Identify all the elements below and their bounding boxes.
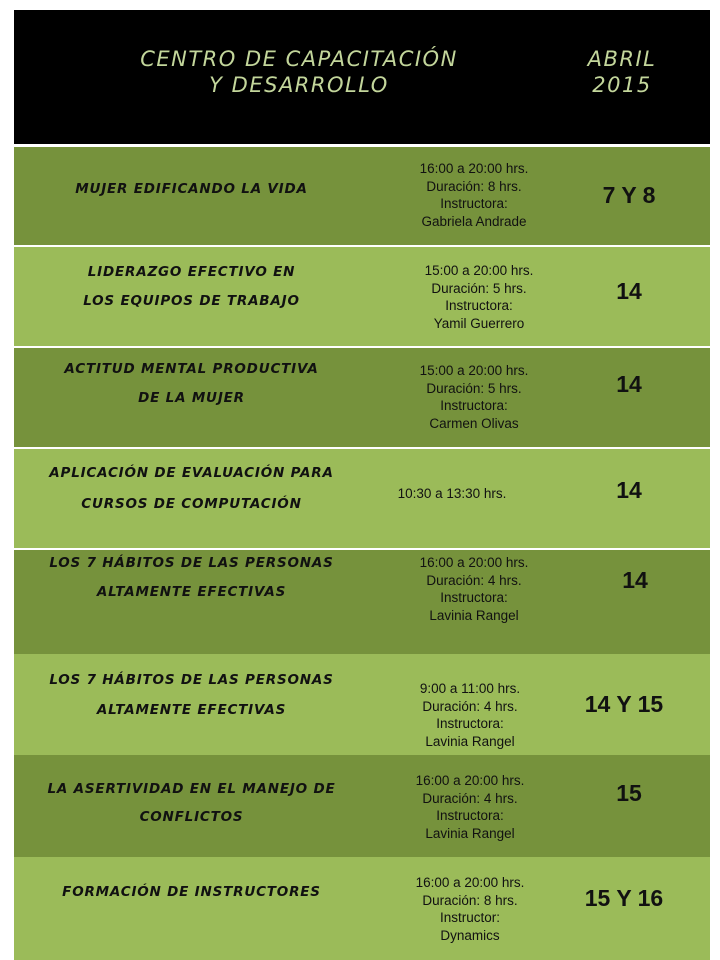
course-detail-line: Instructora: bbox=[440, 398, 508, 413]
course-name: LIDERAZGO EFECTIVO EN bbox=[87, 264, 296, 280]
course-details bbox=[372, 485, 532, 503]
course-detail-line: 10:30 a 13:30 hrs. bbox=[397, 486, 507, 501]
course-row bbox=[14, 147, 710, 245]
schedule-flyer bbox=[14, 10, 710, 960]
course-name: CURSOS DE COMPUTACIÓN bbox=[81, 496, 302, 512]
course-days: 15 bbox=[616, 780, 642, 806]
course-row bbox=[14, 550, 710, 654]
course-detail-line: Carmen Olivas bbox=[429, 415, 519, 431]
course-detail-line: Instructora: bbox=[436, 716, 504, 731]
flyer-header bbox=[14, 10, 710, 144]
center-title bbox=[114, 46, 484, 98]
course-name: ALTAMENTE EFECTIVAS bbox=[96, 584, 287, 600]
year-label: 2015 bbox=[592, 73, 652, 97]
course-days: 15 Y 16 bbox=[584, 885, 664, 911]
course-details bbox=[390, 772, 550, 842]
course-detail-line: Dynamics bbox=[440, 927, 500, 943]
course-detail-line: Duración: 8 hrs. bbox=[422, 892, 518, 908]
course-detail-line: Duración: 5 hrs. bbox=[426, 380, 522, 396]
course-detail-line: Duración: 8 hrs. bbox=[426, 178, 522, 194]
course-detail-line: Gabriela Andrade bbox=[421, 213, 527, 229]
course-name: LA ASERTIVIDAD EN EL MANEJO DE bbox=[47, 781, 336, 797]
month-label: ABRIL bbox=[587, 47, 657, 71]
course-name: APLICACIÓN DE EVALUACIÓN PARA bbox=[49, 465, 334, 481]
course-detail-line: 16:00 a 20:00 hrs. bbox=[419, 161, 529, 176]
course-details bbox=[394, 362, 554, 432]
title-line-1: CENTRO DE CAPACITACIÓN bbox=[140, 47, 458, 71]
course-detail-line: Duración: 4 hrs. bbox=[426, 572, 522, 588]
course-detail-line: Instructora: bbox=[445, 298, 513, 313]
course-days: 14 Y 15 bbox=[584, 691, 664, 717]
course-name: LOS 7 HÁBITOS DE LAS PERSONAS bbox=[49, 672, 334, 688]
course-detail-line: Instructora: bbox=[440, 196, 508, 211]
course-row bbox=[14, 654, 710, 755]
course-row bbox=[14, 755, 710, 857]
course-detail-line: Duración: 5 hrs. bbox=[431, 280, 527, 296]
course-days: 14 bbox=[616, 278, 642, 304]
course-details bbox=[394, 554, 554, 624]
course-days: 14 bbox=[616, 371, 642, 397]
course-detail-line: Instructora: bbox=[440, 590, 508, 605]
title-line-2: Y DESARROLLO bbox=[209, 73, 389, 97]
course-detail-line: 15:00 a 20:00 hrs. bbox=[424, 263, 534, 278]
course-row bbox=[14, 857, 710, 960]
course-detail-line: Duración: 4 hrs. bbox=[422, 698, 518, 714]
course-detail-line: 16:00 a 20:00 hrs. bbox=[419, 555, 529, 570]
course-details bbox=[390, 874, 550, 944]
course-detail-line: Lavinia Rangel bbox=[429, 607, 519, 623]
course-detail-line: Lavinia Rangel bbox=[425, 825, 515, 841]
course-name: ACTITUD MENTAL PRODUCTIVA bbox=[64, 361, 319, 377]
course-name: ALTAMENTE EFECTIVAS bbox=[96, 702, 287, 718]
course-days: 7 Y 8 bbox=[602, 182, 656, 208]
course-detail-line: 9:00 a 11:00 hrs. bbox=[419, 681, 521, 696]
month-year bbox=[562, 46, 682, 98]
course-detail-line: Duración: 4 hrs. bbox=[422, 790, 518, 806]
course-name: FORMACIÓN DE INSTRUCTORES bbox=[62, 884, 321, 900]
course-detail-line: 16:00 a 20:00 hrs. bbox=[415, 875, 525, 890]
course-name: DE LA MUJER bbox=[138, 390, 245, 406]
course-row bbox=[14, 449, 710, 548]
course-detail-line: Instructor: bbox=[439, 910, 501, 925]
course-name: LOS EQUIPOS DE TRABAJO bbox=[83, 293, 300, 309]
course-details bbox=[394, 160, 554, 230]
course-detail-line: Instructora: bbox=[436, 808, 504, 823]
course-name: MUJER EDIFICANDO LA VIDA bbox=[75, 181, 308, 197]
course-days: 14 bbox=[622, 567, 648, 593]
course-name: CONFLICTOS bbox=[139, 809, 244, 825]
course-row bbox=[14, 247, 710, 346]
course-details bbox=[390, 680, 550, 750]
course-detail-line: Yamil Guerrero bbox=[433, 315, 525, 331]
course-detail-line: 16:00 a 20:00 hrs. bbox=[415, 773, 525, 788]
course-name: LOS 7 HÁBITOS DE LAS PERSONAS bbox=[49, 555, 334, 571]
course-detail-line: Lavinia Rangel bbox=[425, 733, 515, 749]
course-row bbox=[14, 348, 710, 447]
course-detail-line: 15:00 a 20:00 hrs. bbox=[419, 363, 529, 378]
course-details bbox=[399, 262, 559, 332]
course-days: 14 bbox=[616, 477, 642, 503]
